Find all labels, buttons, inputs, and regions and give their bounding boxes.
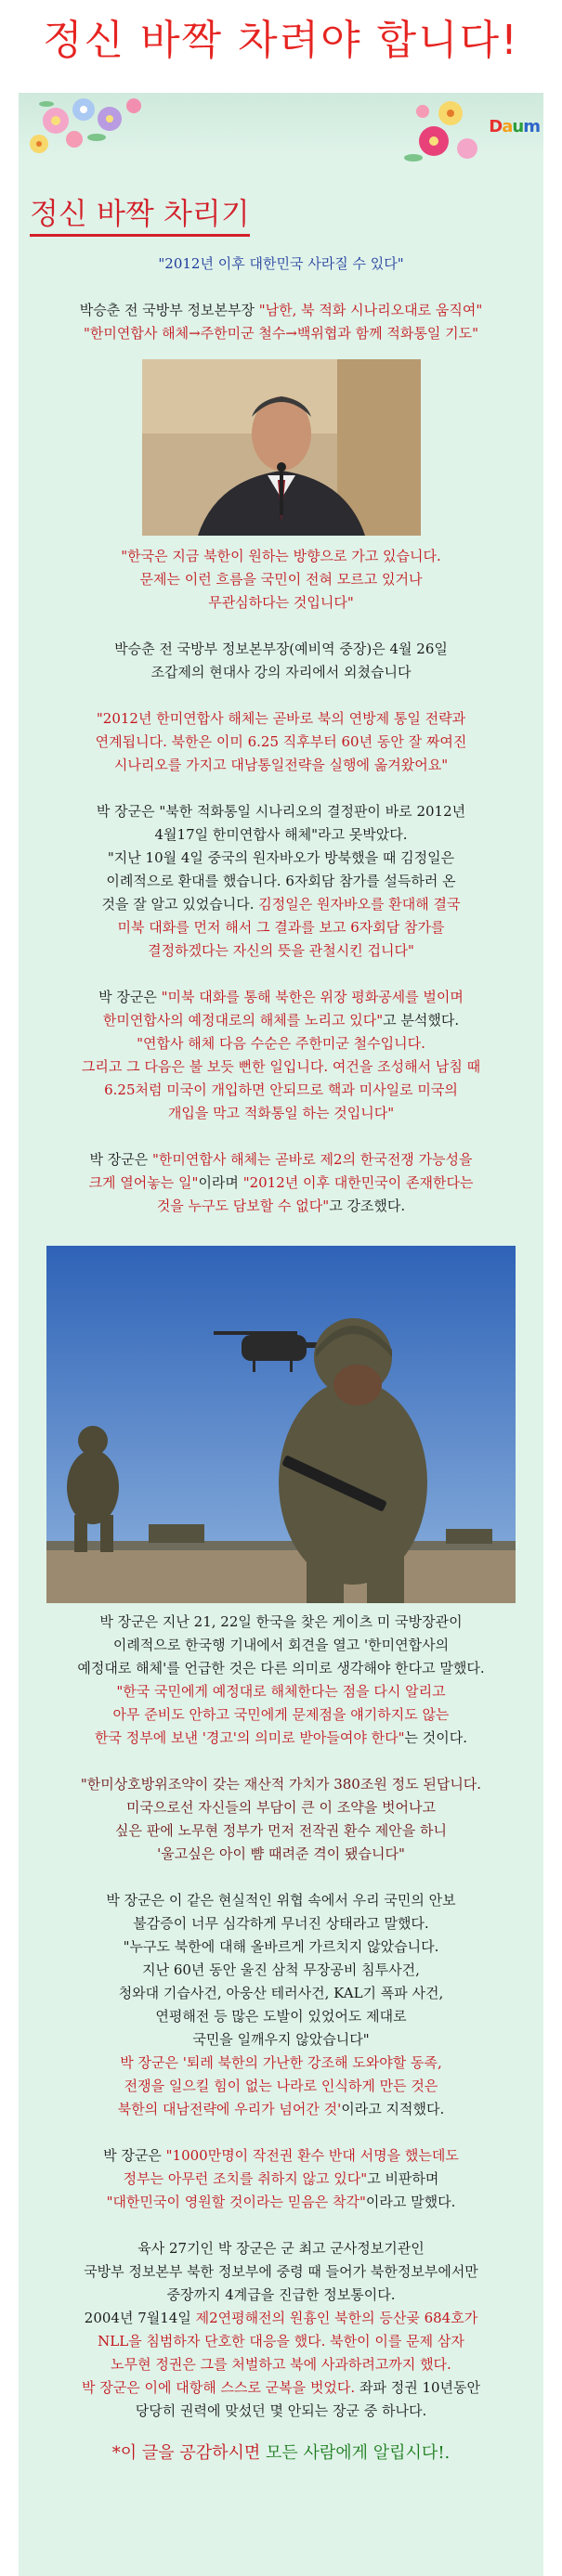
paragraph-line: 결정하겠다는 자신의 뜻을 관철시킨 겁니다" xyxy=(148,942,414,959)
text-span: 이라며 xyxy=(198,1174,243,1191)
paragraph-line xyxy=(19,986,543,1009)
paragraph-line xyxy=(19,893,543,916)
text-span: 이라고 말했다. xyxy=(365,2194,456,2210)
paragraph-line xyxy=(19,1171,543,1195)
paragraph-line: 6.25처럼 미국이 개입하면 안되므로 핵과 미사일로 미국의 xyxy=(104,1081,458,1098)
text-span: "1000만명이 작전권 환수 반대 서명을 했는데도 xyxy=(165,2147,459,2164)
text-span: 박승춘 전 국방부 정보본부장 xyxy=(79,302,259,318)
text-span: 김정일은 원자바오를 환대해 결국 xyxy=(258,896,461,913)
paragraph-line: 노무현 정권은 그를 처벌하고 북에 사과하려고까지 했다. xyxy=(111,2356,451,2373)
paragraph-line: 청와대 기습사건, 아웅산 테러사건, KAL기 폭파 사건, xyxy=(118,1985,444,2001)
page-title: 정신 바짝 차려야 합니다! xyxy=(43,17,519,64)
text-span: 좌파 정권 10년동안 xyxy=(359,2379,481,2396)
paragraph-line xyxy=(19,2052,543,2075)
text-span: 2004년 7월14일 xyxy=(84,2310,196,2326)
text-span: 박 장군은 이에 대항해 스스로 군복을 벗었다. xyxy=(81,2379,359,2396)
paragraph-line: 박 장군은 "북한 적화통일 시나리오의 결정판이 바로 2012년 xyxy=(96,803,466,820)
paragraph-line: 박승춘 전 국방부 정보본부장(예비역 중장)은 4월 26일 xyxy=(114,641,448,657)
text-span: 고 비판하며 xyxy=(367,2170,439,2187)
text-span: 한국 정부에 보낸 '경고'의 의미로 받아들여야 한다" xyxy=(94,1729,405,1746)
paragraph-line xyxy=(19,2168,543,2191)
paragraph-line xyxy=(19,2144,543,2168)
section-heading: 정신 바짝 차리기 xyxy=(30,195,250,237)
paragraph-line xyxy=(19,1195,543,1218)
article-body xyxy=(19,252,543,2467)
quote-line: "한국은 지금 북한이 원하는 방향으로 가고 있습니다. xyxy=(121,548,441,564)
speaker-image xyxy=(142,359,421,536)
text-span: '퇴레 북한의 가난한 강조해 도와야할 동족, xyxy=(182,2054,442,2071)
quote-line: "2012년 한미연합사 해체는 곧바로 북의 연방제 통일 전략과 xyxy=(96,710,466,727)
paragraph-line xyxy=(19,2191,543,2214)
paragraph-line: 이례적으로 환대를 했습니다. 6자회담 참가를 설득하러 온 xyxy=(106,873,456,889)
text-span: 박 장군은 xyxy=(98,989,162,1005)
paragraph-line: 미국으로선 자신들의 부담이 큰 이 조약을 벗어나고 xyxy=(126,1799,436,1816)
quote-line: 문제는 이런 흐름을 국민이 전혀 모르고 있거나 xyxy=(139,571,423,588)
text-span: 박 장군은 xyxy=(120,2054,183,2071)
paragraph-line xyxy=(19,2098,543,2121)
paragraph-line: 당당히 권력에 맞섰던 몇 안되는 장군 중 하나다. xyxy=(135,2402,427,2419)
text-span: "남한, 북 적화 시나리오대로 움직여" xyxy=(258,302,483,318)
intro-line xyxy=(19,299,543,322)
paragraph-line: 개입을 막고 적화통일 하는 것입니다" xyxy=(167,1105,395,1121)
text-span: 북한의 대남전략에 우리가 넘어간 것' xyxy=(117,2101,342,2117)
paragraph-line xyxy=(19,2376,543,2400)
paragraph-line: 국방부 정보본부 북한 정보부에 중령 때 들어가 북한정보부에서만 xyxy=(84,2263,478,2280)
paragraph-line: 박 장군은 지난 21, 22일 한국을 찾은 게이츠 미 국방장관이 xyxy=(99,1613,463,1630)
text-span: 고 분석했다. xyxy=(383,1012,460,1029)
flower-decoration-icon xyxy=(19,93,167,167)
paragraph-line: 미북 대화를 먼저 해서 그 결과를 보고 6자회담 참가를 xyxy=(117,919,445,936)
text-span: *이 글을 공감하시면 xyxy=(111,2443,266,2463)
intro-line: "한미연합사 해체→주한미군 철수→백위협과 함께 적화통일 기도" xyxy=(83,325,479,342)
paragraph-line: 육사 27기인 박 장군은 군 최고 군사정보기관인 xyxy=(137,2240,425,2257)
text-span: "한미연합사 해체는 곧바로 제2의 한국전쟁 가능성을 xyxy=(151,1151,473,1168)
paragraph-line: 중장까지 4계급을 진급한 정보통이다. xyxy=(166,2286,396,2303)
paragraph-line xyxy=(19,1148,543,1171)
text-span: 박 장군은 xyxy=(89,1151,152,1168)
paragraph-line: 불감증이 너무 심각하게 무너진 상태라고 말했다. xyxy=(133,1915,429,1932)
text-span: "미북 대화를 통해 북한은 위장 평화공세를 벌이며 xyxy=(161,989,464,1005)
paragraph-line: 그리고 그 다음은 불 보듯 뻔한 일입니다. 여건을 조성해서 남침 때 xyxy=(81,1058,481,1075)
paragraph-line: 조갑제의 현대사 강의 자리에서 외쳤습니다 xyxy=(150,664,412,680)
text-span: 것을 잘 알고 있었습니다. xyxy=(101,896,259,913)
text-span: 박 장군은 xyxy=(103,2147,166,2164)
text-span: 고 강조했다. xyxy=(329,1197,406,1214)
paragraph-line: 이례적으로 한국행 기내에서 회견을 열고 '한미연합사의 xyxy=(112,1637,450,1653)
quote-line: 무관심하다는 것입니다" xyxy=(208,594,354,611)
text-span: 정부는 아무런 조치를 취하지 않고 있다" xyxy=(123,2170,368,2187)
article-subtitle: "2012년 이후 대한민국 사라질 수 있다" xyxy=(158,255,404,272)
paragraph-line: "연합사 해체 다음 수순은 주한미군 철수입니다. xyxy=(137,1035,425,1052)
daum-logo: Daum xyxy=(489,117,540,136)
text-span: 한미연합사의 예정대로의 해체를 노리고 있다" xyxy=(102,1012,384,1029)
text-span: 것을 누구도 담보할 수 없다" xyxy=(156,1197,330,1214)
call-to-action xyxy=(19,2440,543,2467)
paragraph-line: 아무 준비도 안하고 국민에게 문제점을 얘기하지도 않는 xyxy=(112,1706,450,1723)
paragraph-line: 전쟁을 일으킬 힘이 없는 나라로 인식하게 만든 것은 xyxy=(124,2078,438,2094)
paragraph-line xyxy=(19,2307,543,2330)
paragraph-line: 지난 60년 동안 울진 삼척 무장공비 침투사건, xyxy=(142,1961,420,1978)
paragraph-line: "한미상호방위조약이 갖는 재산적 가치가 380조원 정도 된답니다. xyxy=(80,1776,482,1793)
paragraph-line xyxy=(19,1727,543,1750)
paragraph-line: 연평해전 등 많은 도발이 있었어도 제대로 xyxy=(155,2008,407,2025)
military-photo xyxy=(46,1246,516,1603)
paragraph-line: NLL을 침범하자 단호한 대응을 했다. 북한이 이를 문제 삼자 xyxy=(98,2333,464,2349)
speaker-photo xyxy=(142,359,421,536)
text-span: 제2연평해전의 원흉인 북한의 등산곶 684호가 xyxy=(195,2310,478,2326)
paragraph-line: "누구도 북한에 대해 올바르게 가르치지 않았습니다. xyxy=(123,1938,439,1955)
text-span: 크게 열어놓는 일" xyxy=(88,1174,199,1191)
quote-line: 시나리오를 가지고 대남통일전략을 실행에 옮겨왔어요" xyxy=(113,757,449,773)
text-span: 이라고 지적했다. xyxy=(341,2101,445,2117)
paragraph-line xyxy=(19,1009,543,1032)
military-image xyxy=(46,1246,516,1603)
paragraph-line: 국민을 일깨우지 않았습니다" xyxy=(192,2031,370,2048)
paragraph-line: 4월17일 한미연합사 해체"라고 못박았다. xyxy=(154,826,408,843)
paragraph-line: 예정대로 해체'를 언급한 것은 다른 의미로 생각해야 한다고 말했다. xyxy=(77,1660,485,1676)
text-span: "대한민국이 영원할 것이라는 믿음은 착각" xyxy=(106,2194,366,2210)
quote-line: 연계됩니다. 북한은 이미 6.25 직후부터 60년 동안 잘 짜여진 xyxy=(95,733,467,750)
text-span: 는 것이다. xyxy=(404,1729,468,1746)
paragraph-line: 싶은 판에 노무현 정부가 먼저 전작권 환수 제안을 하니 xyxy=(115,1822,447,1839)
paragraph-line: '울고싶은 아이 뺨 때려준 격이 됐습니다" xyxy=(157,1845,405,1862)
content-panel xyxy=(19,93,543,2576)
text-span: "2012년 이후 대한민국이 존재한다는 xyxy=(242,1174,474,1191)
paragraph-line: "한국 국민에게 예정대로 해체한다는 점을 다시 알리고 xyxy=(116,1683,446,1700)
paragraph-line: 박 장군은 이 같은 현실적인 위협 속에서 우리 국민의 안보 xyxy=(106,1892,456,1909)
text-span: 모든 사람에게 알립시다!. xyxy=(266,2443,451,2463)
paragraph-line: "지난 10월 4일 중국의 원자바오가 방북했을 때 김정일은 xyxy=(107,849,455,866)
